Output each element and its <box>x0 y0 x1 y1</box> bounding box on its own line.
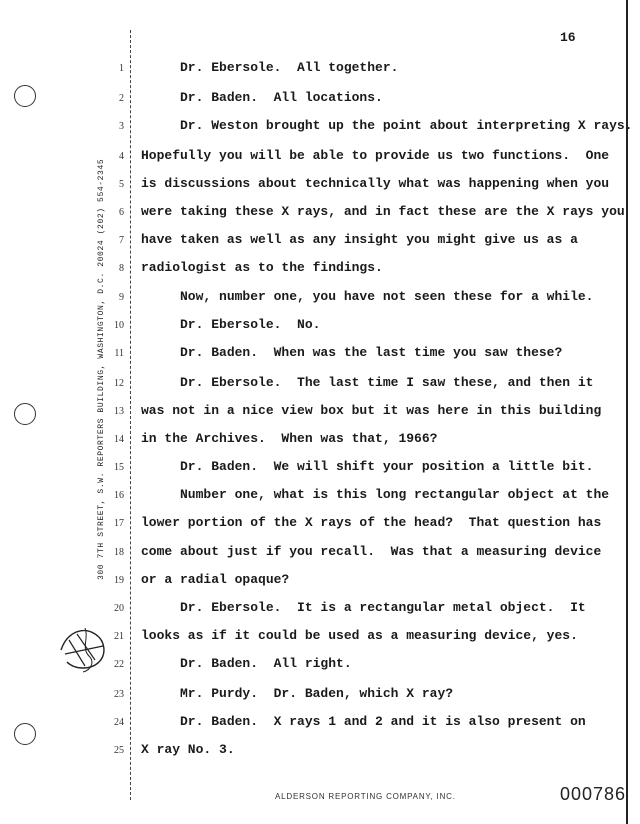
punch-hole-top <box>14 85 36 107</box>
transcript-line: Dr. Ebersole. No. <box>141 317 321 332</box>
line-number: 15 <box>114 462 124 473</box>
transcript-line: Number one, what is this long rectangular object at the <box>141 487 610 502</box>
transcript-line: come about just if you recall. Was that a measuring device <box>141 544 602 559</box>
line-number: 5 <box>119 179 124 190</box>
transcript-line: Dr. Ebersole. All together. <box>141 60 399 75</box>
transcript-line: Mr. Purdy. Dr. Baden, which X ray? <box>141 686 454 701</box>
transcript-line: radiologist as to the findings. <box>141 260 383 275</box>
transcript-line: Hopefully you will be able to provide us two functions. One <box>141 148 610 163</box>
transcript-line: were taking these X rays, and in fact these are the X rays you <box>141 204 625 219</box>
transcript-line: Dr. Baden. All right. <box>141 656 352 671</box>
line-number: 18 <box>114 547 124 558</box>
line-number: 13 <box>114 406 124 417</box>
line-number: 4 <box>119 151 124 162</box>
line-number: 7 <box>119 235 124 246</box>
transcript-line: or a radial opaque? <box>141 572 290 587</box>
transcript-line: in the Archives. When was that, 1966? <box>141 431 438 446</box>
transcript-line: is discussions about technically what was happening when you <box>141 176 610 191</box>
line-number: 16 <box>114 490 124 501</box>
transcript-line: Dr. Baden. When was the last time you saw these? <box>141 345 563 360</box>
line-number: 24 <box>114 717 124 728</box>
transcript-line: Dr. Baden. All locations. <box>141 90 383 105</box>
footer-reporting-company: ALDERSON REPORTING COMPANY, INC. <box>275 792 456 801</box>
line-number: 23 <box>114 689 124 700</box>
line-number: 1 <box>119 63 124 74</box>
line-number: 3 <box>119 121 124 132</box>
line-number: 17 <box>114 518 124 529</box>
left-margin-rule <box>130 30 131 800</box>
transcript-line: Dr. Ebersole. The last time I saw these, and then it <box>141 375 594 390</box>
transcript-line: lower portion of the X rays of the head? That question has <box>141 515 602 530</box>
line-number: 8 <box>119 263 124 274</box>
line-number: 21 <box>114 631 124 642</box>
page-number: 16 <box>560 30 576 45</box>
punch-hole-bottom <box>14 723 36 745</box>
line-number: 2 <box>119 93 124 104</box>
line-number: 20 <box>114 603 124 614</box>
transcript-line: Now, number one, you have not seen these for a while. <box>141 289 594 304</box>
reporter-address-vertical: 300 7TH STREET, S.W. REPORTERS BUILDING, WASHINGTON, D.C. 20024 (202) 554-2345 <box>97 158 106 580</box>
document-id-stamp: 000786 <box>560 784 627 804</box>
transcript-line: Dr. Weston brought up the point about interpreting X rays. <box>141 118 633 133</box>
punch-hole-middle <box>14 403 36 425</box>
transcript-line: was not in a nice view box but it was here in this building <box>141 403 602 418</box>
line-number: 10 <box>114 320 124 331</box>
transcript-line: X ray No. 3. <box>141 742 235 757</box>
line-number: 22 <box>114 659 124 670</box>
line-number: 19 <box>114 575 124 586</box>
transcript-line: have taken as well as any insight you might give us as a <box>141 232 578 247</box>
transcript-line: Dr. Ebersole. It is a rectangular metal object. It <box>141 600 586 615</box>
transcript-line: looks as if it could be used as a measuring device, yes. <box>141 628 578 643</box>
line-number: 6 <box>119 207 124 218</box>
transcript-line: Dr. Baden. X rays 1 and 2 and it is also present on <box>141 714 586 729</box>
line-number: 12 <box>114 378 124 389</box>
line-number: 25 <box>114 745 124 756</box>
transcript-line: Dr. Baden. We will shift your position a little bit. <box>141 459 594 474</box>
line-number: 14 <box>114 434 124 445</box>
line-number: 9 <box>119 292 124 303</box>
line-number: 11 <box>114 348 124 359</box>
